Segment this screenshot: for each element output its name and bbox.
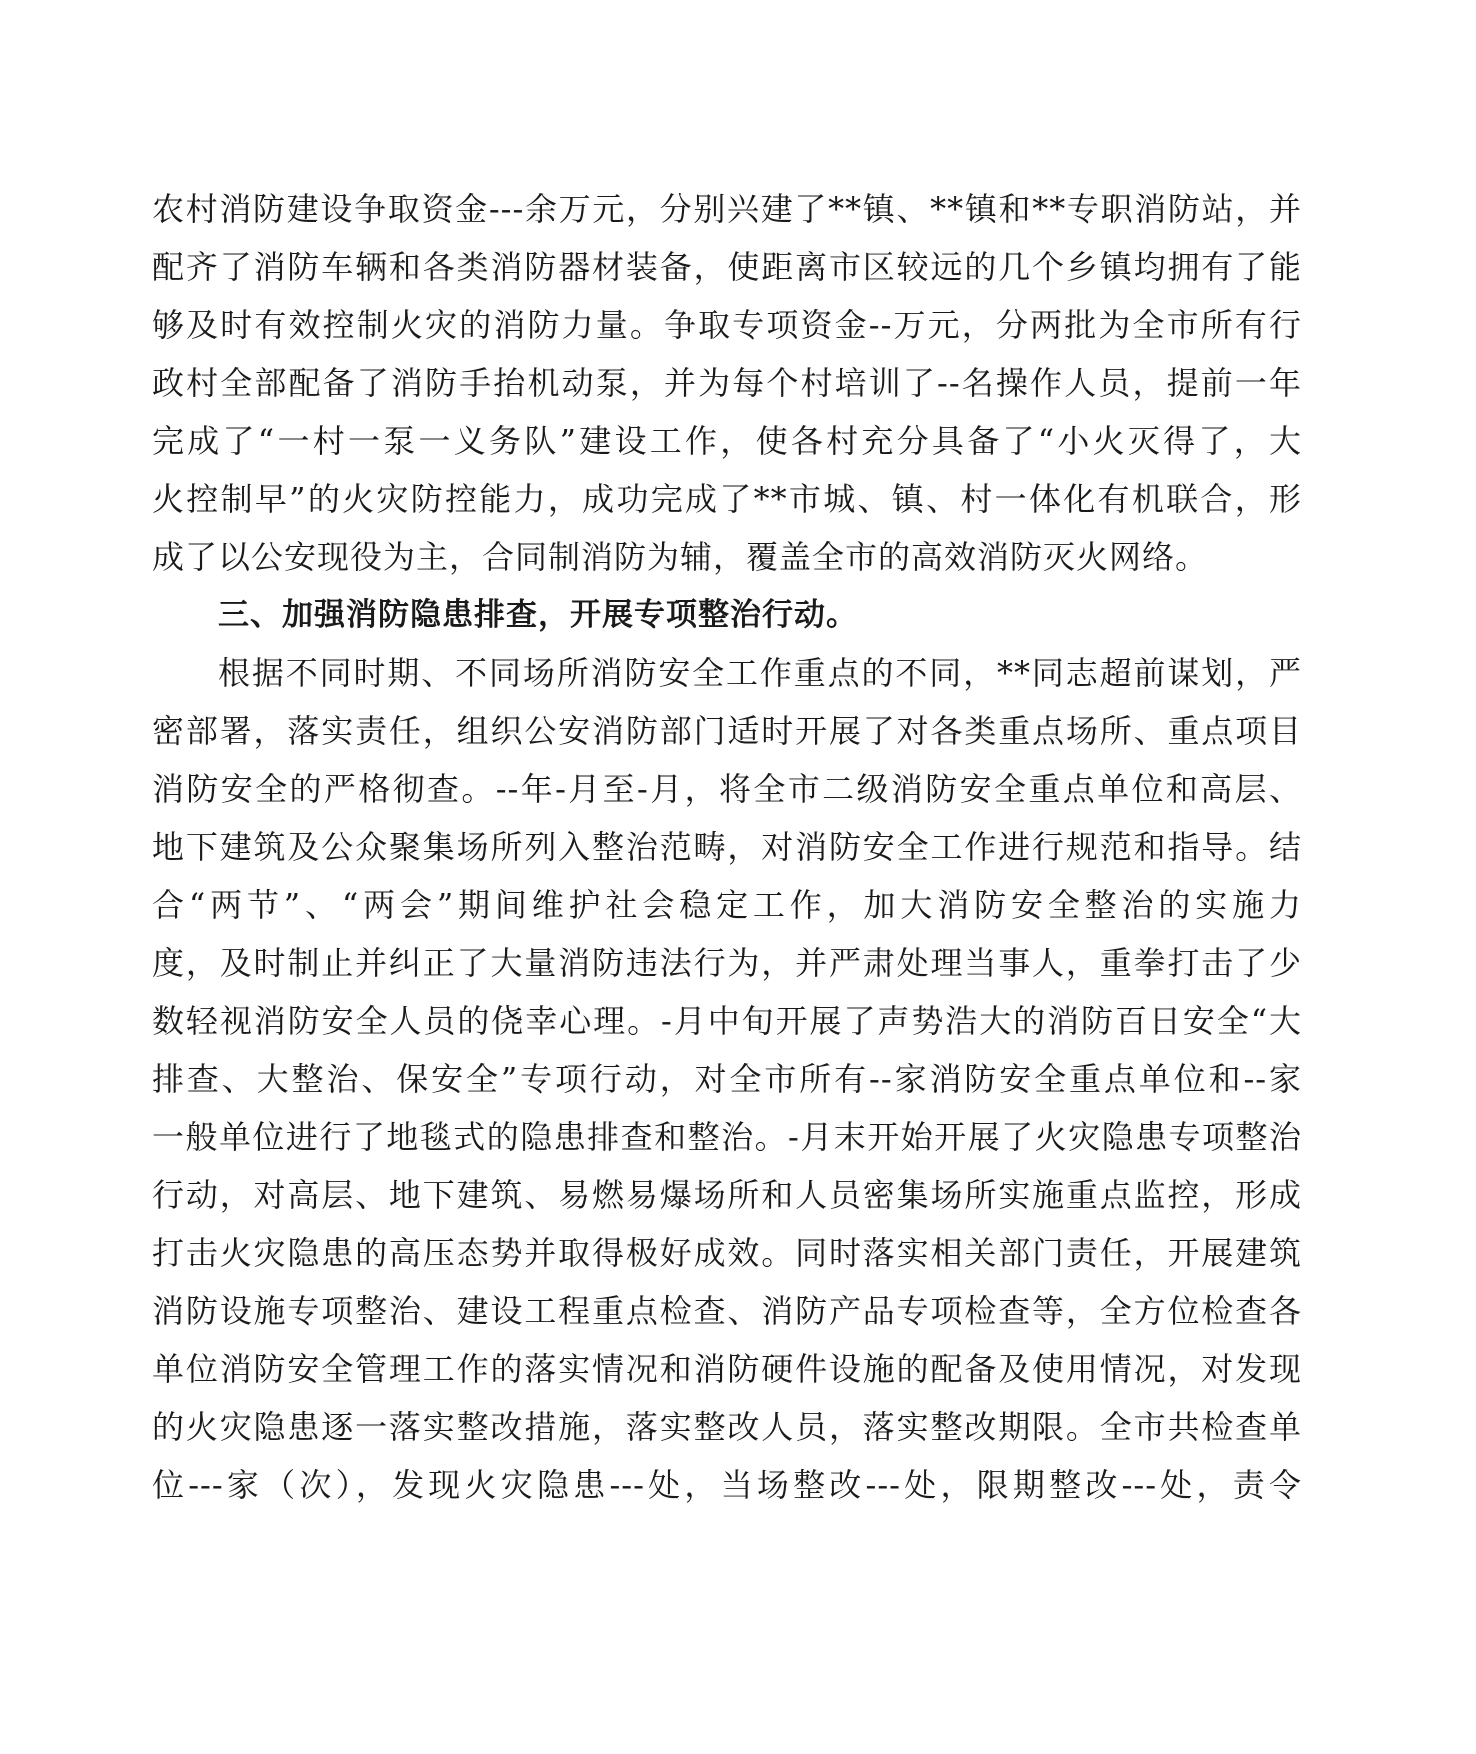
text-line: 消防安全的严格彻查。--年-月至-月，将全市二级消防安全重点单位和高层、: [152, 770, 1302, 808]
text-line: 够及时有效控制火灾的消防力量。争取专项资金--万元，分两批为全市所有行: [152, 306, 1302, 344]
text-line: 地下建筑及公众聚集场所列入整治范畴，对消防安全工作进行规范和指导。结: [152, 828, 1302, 866]
text-line: 完成了“一村一泵一义务队”建设工作，使各村充分具备了“小火灭得了，大: [152, 422, 1302, 460]
text-line: 一般单位进行了地毯式的隐患排查和整治。-月末开始开展了火灾隐患专项整治: [152, 1118, 1302, 1156]
text-line: 密部署，落实责任，组织公安消防部门适时开展了对各类重点场所、重点项目: [152, 712, 1302, 750]
text-line: 配齐了消防车辆和各类消防器材装备，使距离市区较远的几个乡镇均拥有了能: [152, 248, 1302, 286]
text-line: 打击火灾隐患的高压态势并取得极好成效。同时落实相关部门责任，开展建筑: [152, 1234, 1302, 1272]
text-line: 政村全部配备了消防手抬机动泵，并为每个村培训了--名操作人员，提前一年: [152, 364, 1302, 402]
paragraph-continuation: [152, 180, 1302, 586]
text-line: 成了以公安现役为主，合同制消防为辅，覆盖全市的高效消防灭火网络。: [152, 538, 1209, 576]
text-line: 合“两节”、“两会”期间维护社会稳定工作，加大消防安全整治的实施力: [152, 886, 1302, 924]
text-line: 位---家（次），发现火灾隐患---处，当场整改---处，限期整改---处，责令: [152, 1466, 1302, 1504]
text-line: 度，及时制止并纠正了大量消防违法行为，并严肃处理当事人，重拳打击了少: [152, 944, 1302, 982]
text-line: 行动，对高层、地下建筑、易燃易爆场所和人员密集场所实施重点监控，形成: [152, 1176, 1302, 1214]
paragraph-main: [152, 644, 1302, 1514]
text-line: 数轻视消防安全人员的侥幸心理。-月中旬开展了声势浩大的消防百日安全“大: [152, 1002, 1302, 1040]
document-body: [152, 180, 1302, 1514]
section-heading: 三、加强消防隐患排查，开展专项整治行动。: [218, 597, 858, 633]
text-line: 排查、大整治、保安全”专项行动，对全市所有--家消防安全重点单位和--家: [152, 1060, 1302, 1098]
text-line: 单位消防安全管理工作的落实情况和消防硬件设施的配备及使用情况，对发现: [152, 1350, 1302, 1388]
text-line: 的火灾隐患逐一落实整改措施，落实整改人员，落实整改期限。全市共检查单: [152, 1408, 1302, 1446]
text-line: 根据不同时期、不同场所消防安全工作重点的不同，**同志超前谋划，严: [218, 654, 1302, 692]
text-line: 消防设施专项整治、建设工程重点检查、消防产品专项检查等，全方位检查各: [152, 1292, 1302, 1330]
text-line: 农村消防建设争取资金---余万元，分别兴建了**镇、**镇和**专职消防站，并: [152, 190, 1302, 228]
text-line: 火控制早”的火灾防控能力，成功完成了**市城、镇、村一体化有机联合，形: [152, 480, 1302, 518]
